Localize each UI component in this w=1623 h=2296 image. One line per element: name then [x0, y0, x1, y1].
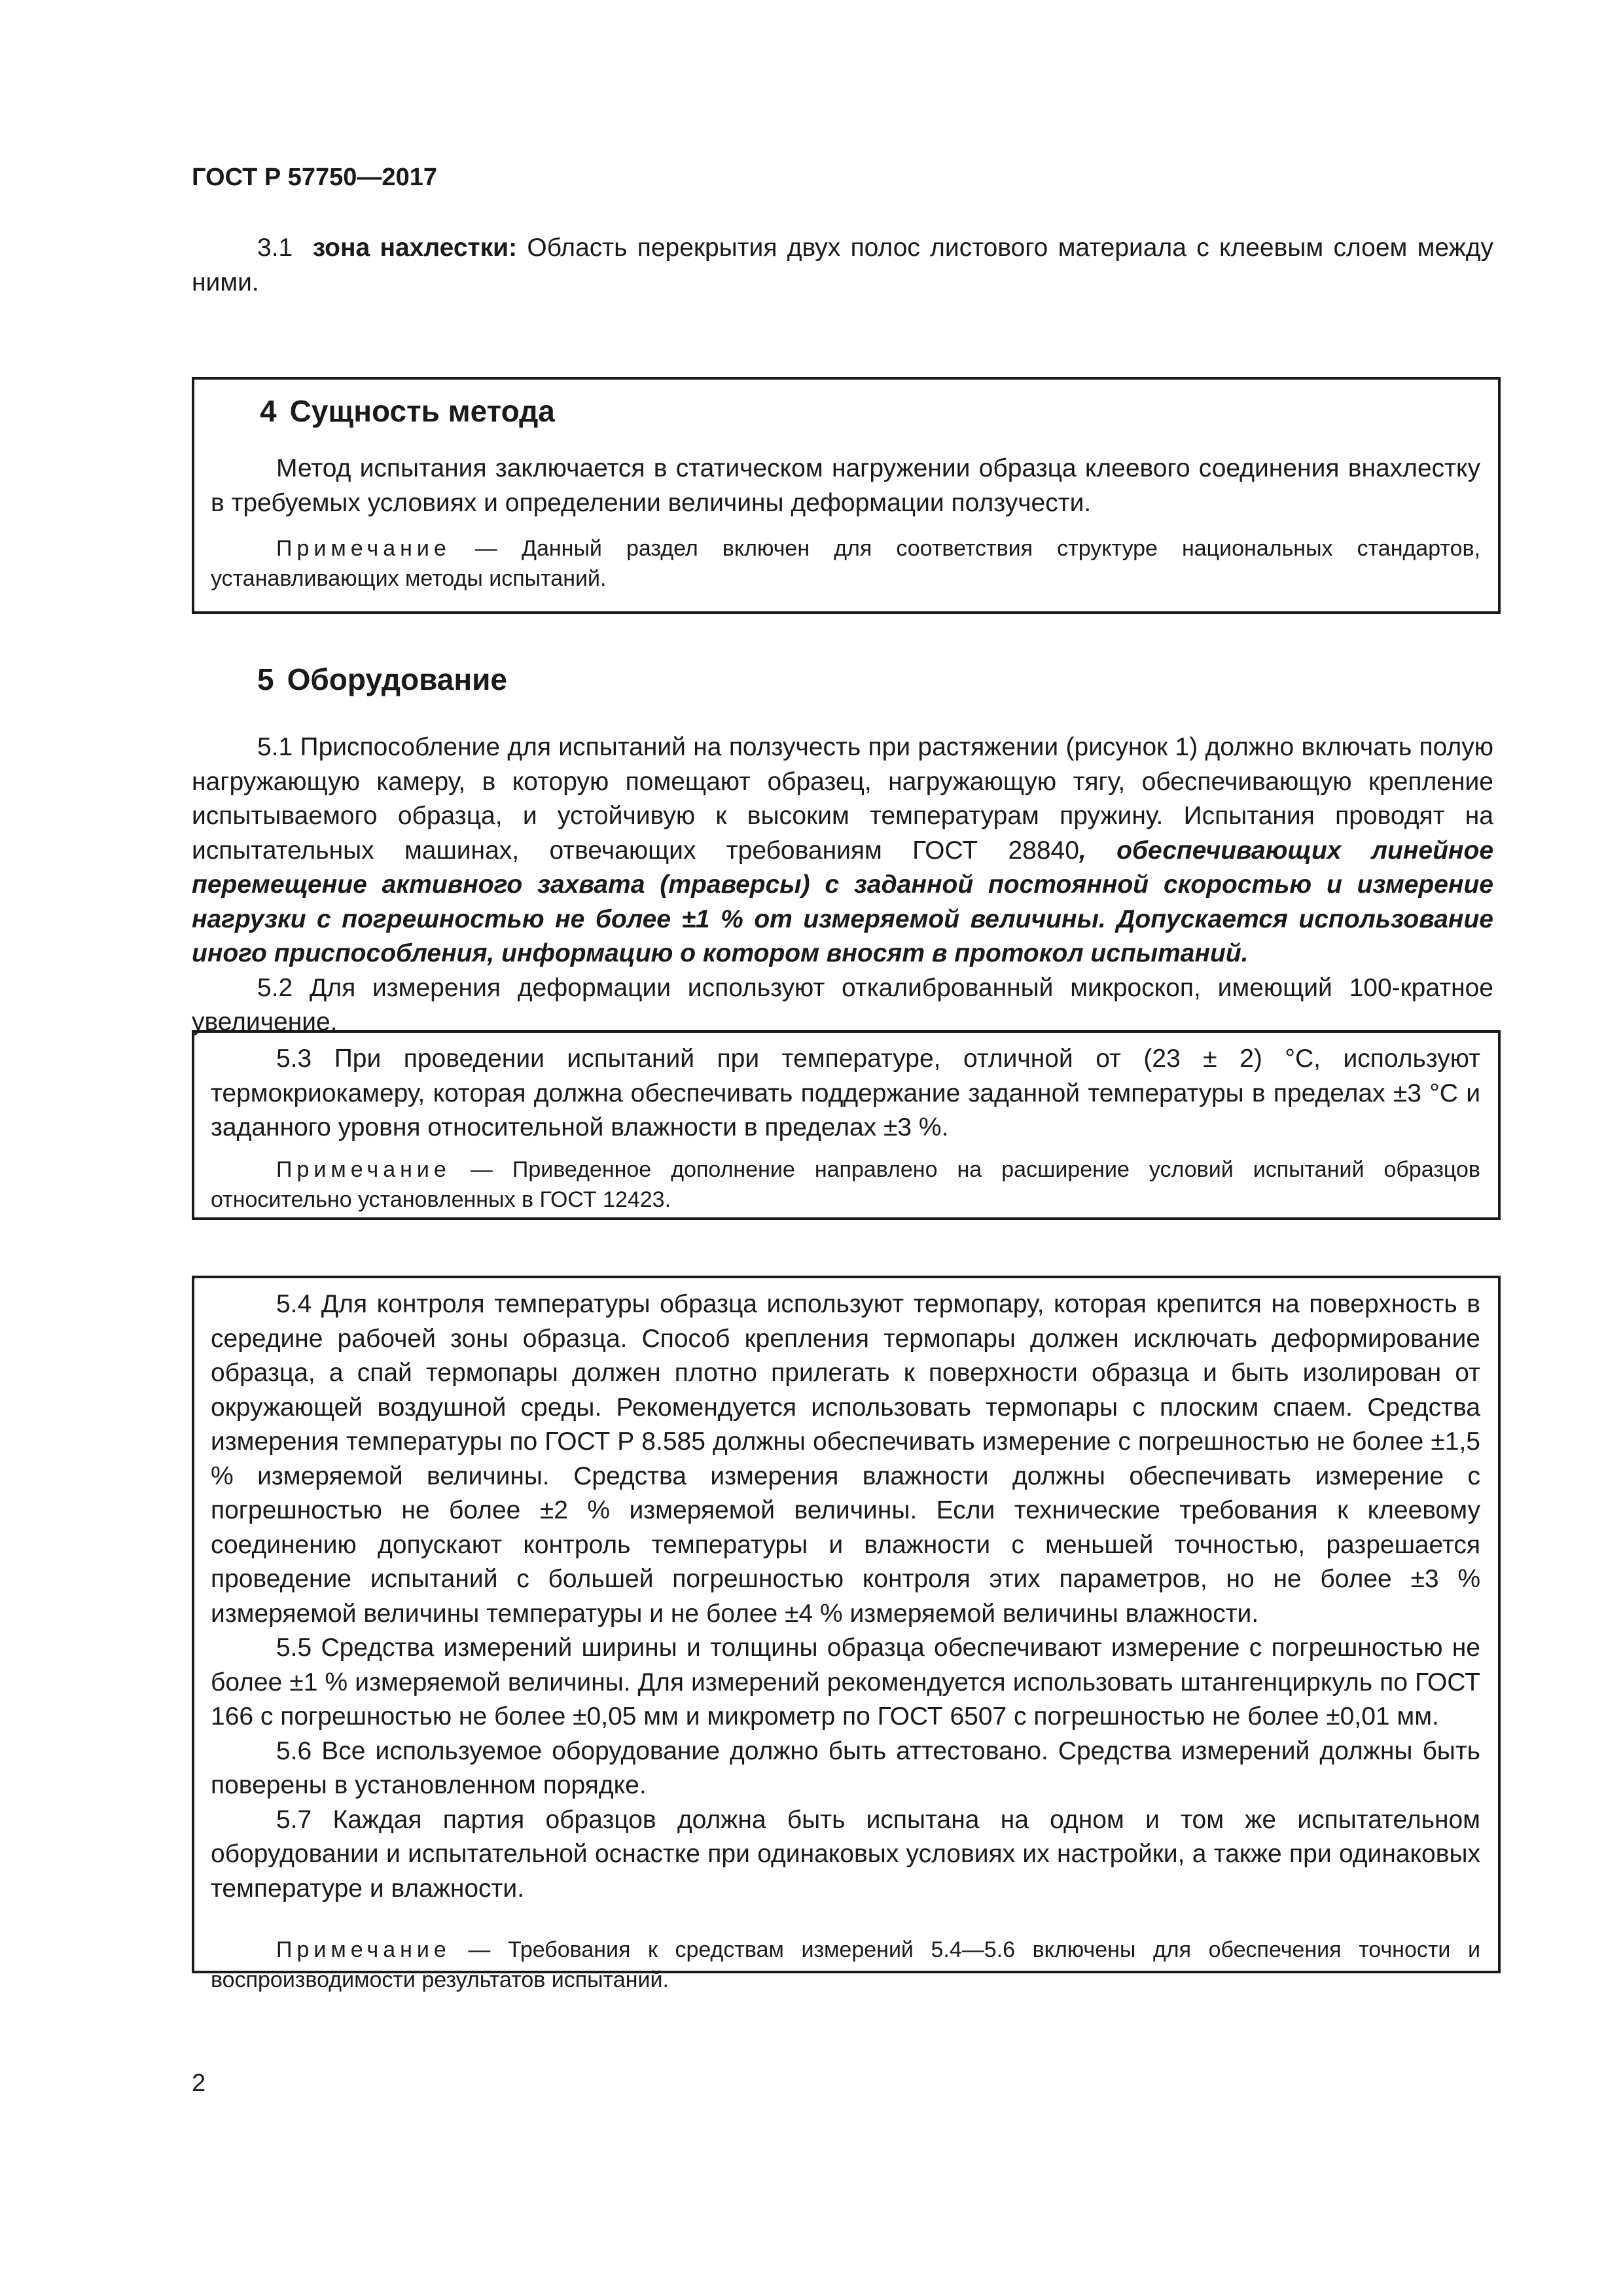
definition-text: Область перекрытия двух полос листового материала с клеевым слоем между ними. [192, 234, 1493, 296]
paragraphs-5-4-note [211, 1935, 1480, 1995]
definition-3-1 [192, 231, 1493, 300]
paragraph-5-2: 5.2 Для измерения деформации используют откалиброванный микроскоп, имеющий 100-кратное увеличение. [192, 973, 1493, 1036]
paragraph-5-3-note-label: Примечание [276, 1157, 451, 1182]
paragraph-5-6: 5.6 Все используемое оборудование должно быть аттестовано. Средства измерений должны быть поверены в установленном порядке. [211, 1736, 1480, 1799]
paragraphs-5-4-note-text: — Требования к средствам измерений 5.4—5.6 включены для обеспечения точности и воспроизводимости результатов испытаний. [211, 1937, 1480, 1992]
section-4-note [211, 533, 1480, 594]
paragraph-5-7: 5.7 Каждая партия образцов должна быть испытана на одном и том же испытательном оборудовании и испытательной оснастке при одинаковых условиях их настройки, а также при одинаковых температуре и влажности. [211, 1805, 1480, 1903]
definition-number: 3.1 [257, 234, 293, 262]
section-5-body [192, 730, 1493, 1040]
paragraph-5-3-note [211, 1155, 1480, 1215]
paragraph-5-4: 5.4 Для контроля температуры образца используют термопару, которая крепится на поверхность в середине рабочей зоны образца. Способ крепления термопары должен исключать деформирование образца, а спай термопары должен плотно прилегать к поверхности образца и быть изолирован от окружающей воздушной среды. Рекомендуется использовать термопары с плоским спаем. Средства измерения температуры по ГОСТ Р 8.585 должны обеспечивать измерение с погрешностью не более ±1,5 % измеряемой величины. Средства измерения влажности должны обеспечивать измерение с погрешностью не более ±2 % измеряемой величины. Если технические требования к клеевому соединению допускают контроль температуры и влажности с меньшей точностью, разрешается проведение испытаний с большей погрешностью контроля этих параметров, но не более ±3 % измеряемой величины температуры и не более ±4 % измеряемой величины влажности. [211, 1290, 1480, 1628]
paragraph-5-1-emphasis: , обеспечивающих линейное перемещение активного захвата (траверсы) с заданной постоянной скоростью и измерение нагрузки с погрешностью не более ±1 % от измеряемой величины. Допускается использование иного приспособления, информацию о котором вносят в протокол испытаний. [192, 836, 1494, 967]
paragraphs-5-4-to-5-7-box [192, 1276, 1501, 1992]
section-4-box [192, 377, 1501, 614]
section-5-title-text: Оборудование [287, 662, 508, 696]
definition-term: зона нахлестки: [312, 234, 518, 262]
section-4-number: 4 [260, 394, 277, 428]
page-number: 2 [192, 2070, 206, 2097]
section-4-note-text: — Данный раздел включен для соответствия структуре национальных стандартов, устанавливающих методы испытаний. [211, 536, 1480, 591]
section-4-note-label: Примечание [276, 536, 451, 561]
paragraph-5-5: 5.5 Средства измерений ширины и толщины образца обеспечивают измерение с погрешностью не более ±1 % измеряемой величины. Для измерений рекомендуется использовать штангенциркуль по ГОСТ 166 с погрешностью не более ±0,05 мм и микрометр по ГОСТ 6507 с погрешностью не более ±0,01 мм. [211, 1634, 1480, 1731]
section-4-title [260, 393, 1480, 429]
paragraph-5-1 [192, 730, 1493, 971]
section-4-title-text: Сущность метода [289, 394, 555, 428]
paragraph-5-1-plain: 5.1 Приспособление для испытаний на ползучесть при растяжении (рисунок 1) должно включать полую нагружающую камеру, в которую помещают образец, нагружающую тягу, обеспечивающую крепление испытываемого образца, и устойчивую к высоким температурам пружину. Испытания проводят на испытательных машинах, отвечающих требованиям ГОСТ 28840 [192, 733, 1493, 865]
paragraph-5-3-note-text: — Приведенное дополнение направлено на расширение условий испытаний образцов относительно установленных в ГОСТ 12423. [211, 1157, 1480, 1212]
paragraph-5-3-box [192, 1030, 1501, 1220]
section-4-body: Метод испытания заключается в статическом нагружении образца клеевого соединения внахлестку в требуемых условиях и определении величины деформации ползучести. [211, 454, 1480, 517]
paragraph-5-3: 5.3 При проведении испытаний при температуре, отличной от (23 ± 2) °С, используют термокриокамеру, которая должна обеспечивать поддержание заданной температуры в пределах ±3 °С и заданного уровня относительной влажности в пределах ±3 %. [211, 1045, 1480, 1141]
section-5-number: 5 [257, 662, 274, 696]
document-code-header: ГОСТ Р 57750—2017 [192, 164, 437, 191]
section-5-title [257, 661, 507, 698]
paragraphs-5-4-note-label: Примечание [276, 1937, 451, 1962]
